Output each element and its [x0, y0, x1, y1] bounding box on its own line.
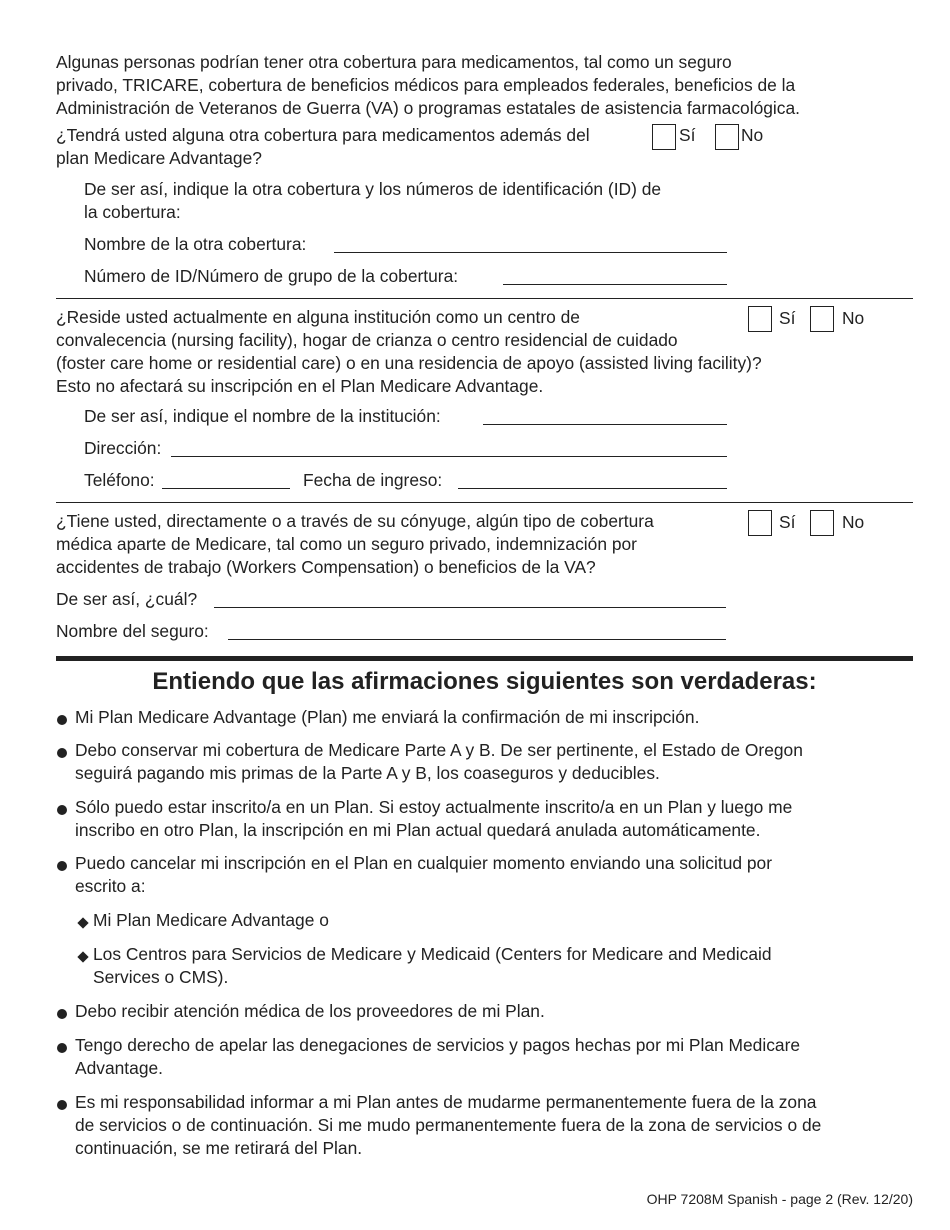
address-field[interactable]	[171, 438, 727, 457]
statement-line: continuación, se me retirará del Plan.	[75, 1138, 363, 1158]
institution-question-line-3: (foster care home or residential care) o en una residencia de apoyo (assisted living facility)?	[56, 353, 762, 373]
insurance-name-label: Nombre del seguro:	[56, 621, 209, 641]
statements-heading: Entiendo que las afirmaciones siguientes son verdaderas:	[152, 668, 817, 695]
admission-date-label: Fecha de ingreso:	[303, 470, 443, 490]
other-coverage-no-checkbox[interactable]	[715, 124, 739, 150]
other-coverage-instruction-line-2: la cobertura:	[84, 202, 181, 222]
statement-item	[75, 852, 920, 898]
address-label: Dirección:	[84, 438, 162, 458]
section-divider	[56, 502, 913, 503]
institution-question-line-4: Esto no afectará su inscripción en el Plan Medicare Advantage.	[56, 376, 544, 396]
which-coverage-label: De ser así, ¿cuál?	[56, 589, 198, 609]
other-coverage-section	[0, 0, 950, 300]
institution-yes-checkbox[interactable]	[748, 306, 772, 332]
statement-line: Advantage.	[75, 1058, 163, 1078]
statements-list	[0, 700, 950, 1170]
statement-line: Mi Plan Medicare Advantage o	[93, 910, 329, 930]
health-coverage-section	[0, 504, 950, 654]
other-coverage-question-line-2: plan Medicare Advantage?	[56, 148, 262, 168]
intro-line-2: privado, TRICARE, cobertura de beneficios médicos para empleados federales, beneficios de la	[56, 75, 796, 95]
statement-line: escrito a:	[75, 876, 146, 896]
statement-item	[75, 1034, 920, 1080]
coverage-id-field[interactable]	[503, 266, 727, 285]
statement-item	[75, 706, 920, 729]
page-footer: OHP 7208M Spanish - page 2 (Rev. 12/20)	[646, 1191, 913, 1207]
statement-line: Services o CMS).	[93, 967, 229, 987]
statement-line: Los Centros para Servicios de Medicare y Medicaid (Centers for Medicare and Medicaid	[93, 944, 772, 964]
health-coverage-question-line-3: accidentes de trabajo (Workers Compensation) o beneficios de la VA?	[56, 557, 596, 577]
institution-question-line-1: ¿Reside usted actualmente en alguna institución como un centro de	[56, 307, 580, 327]
other-coverage-question-line-1: ¿Tendrá usted alguna otra cobertura para medicamentos además del	[56, 125, 590, 145]
statement-line: Puedo cancelar mi inscripción en el Plan en cualquier momento enviando una solicitud por	[75, 853, 773, 873]
admission-date-field[interactable]	[458, 470, 727, 489]
statement-item	[75, 796, 920, 842]
institution-yes-label: Sí	[779, 308, 796, 328]
statement-line: Sólo puedo estar inscrito/a en un Plan. Si estoy actualmente inscrito/a en un Plan y luego me	[75, 797, 793, 817]
statement-subitem	[93, 943, 913, 989]
phone-field[interactable]	[162, 470, 290, 489]
which-coverage-field[interactable]	[214, 589, 726, 608]
health-coverage-question-line-1: ¿Tiene usted, directamente o a través de su cónyuge, algún tipo de cobertura	[56, 511, 654, 531]
institution-question-line-2: convalecencia (nursing facility), hogar de crianza o centro residencial de cuidado	[56, 330, 678, 350]
statement-item	[75, 1000, 920, 1023]
phone-label: Teléfono:	[84, 470, 155, 490]
other-coverage-yes-checkbox[interactable]	[652, 124, 676, 150]
statement-line: seguirá pagando mis primas de la Parte A y B, los coaseguros y deducibles.	[75, 763, 660, 783]
statement-line: Es mi responsabilidad informar a mi Plan antes de mudarme permanentemente fuera de la zona	[75, 1092, 817, 1112]
heavy-divider	[56, 656, 913, 661]
other-coverage-yes-label: Sí	[679, 125, 696, 145]
institution-no-label: No	[842, 308, 865, 328]
institution-no-checkbox[interactable]	[810, 306, 834, 332]
section-divider	[56, 298, 913, 299]
institution-name-field[interactable]	[483, 406, 727, 425]
statement-item	[75, 739, 920, 785]
coverage-id-label: Número de ID/Número de grupo de la cobertura:	[84, 266, 459, 286]
statement-line: Mi Plan Medicare Advantage (Plan) me enviará la confirmación de mi inscripción.	[75, 707, 700, 727]
statement-item	[75, 1091, 920, 1160]
statement-subitem	[93, 909, 913, 932]
coverage-name-label: Nombre de la otra cobertura:	[84, 234, 307, 254]
statement-line: inscribo en otro Plan, la inscripción en mi Plan actual quedará anulada automáticamente.	[75, 820, 761, 840]
other-coverage-no-label: No	[741, 125, 764, 145]
insurance-name-field[interactable]	[228, 621, 726, 640]
health-coverage-question-line-2: médica aparte de Medicare, tal como un seguro privado, indemnización por	[56, 534, 637, 554]
health-coverage-yes-label: Sí	[779, 512, 796, 532]
statement-line: Debo recibir atención médica de los proveedores de mi Plan.	[75, 1001, 545, 1021]
health-coverage-no-label: No	[842, 512, 865, 532]
intro-line-1: Algunas personas podrían tener otra cobertura para medicamentos, tal como un seguro	[56, 52, 732, 72]
health-coverage-yes-checkbox[interactable]	[748, 510, 772, 536]
institution-section	[0, 300, 950, 502]
institution-name-label: De ser así, indique el nombre de la institución:	[84, 406, 441, 426]
health-coverage-no-checkbox[interactable]	[810, 510, 834, 536]
intro-line-3: Administración de Veteranos de Guerra (VA) o programas estatales de asistencia farmacológica.	[56, 98, 800, 118]
other-coverage-instruction-line-1: De ser así, indique la otra cobertura y los números de identificación (ID) de	[84, 179, 662, 199]
statement-line: Tengo derecho de apelar las denegaciones de servicios y pagos hechas por mi Plan Medicare	[75, 1035, 801, 1055]
statement-line: de servicios o de continuación. Si me mudo permanentemente fuera de la zona de servicios o de	[75, 1115, 822, 1135]
statement-line: Debo conservar mi cobertura de Medicare Parte A y B. De ser pertinente, el Estado de Oregon	[75, 740, 803, 760]
coverage-name-field[interactable]	[334, 234, 727, 253]
